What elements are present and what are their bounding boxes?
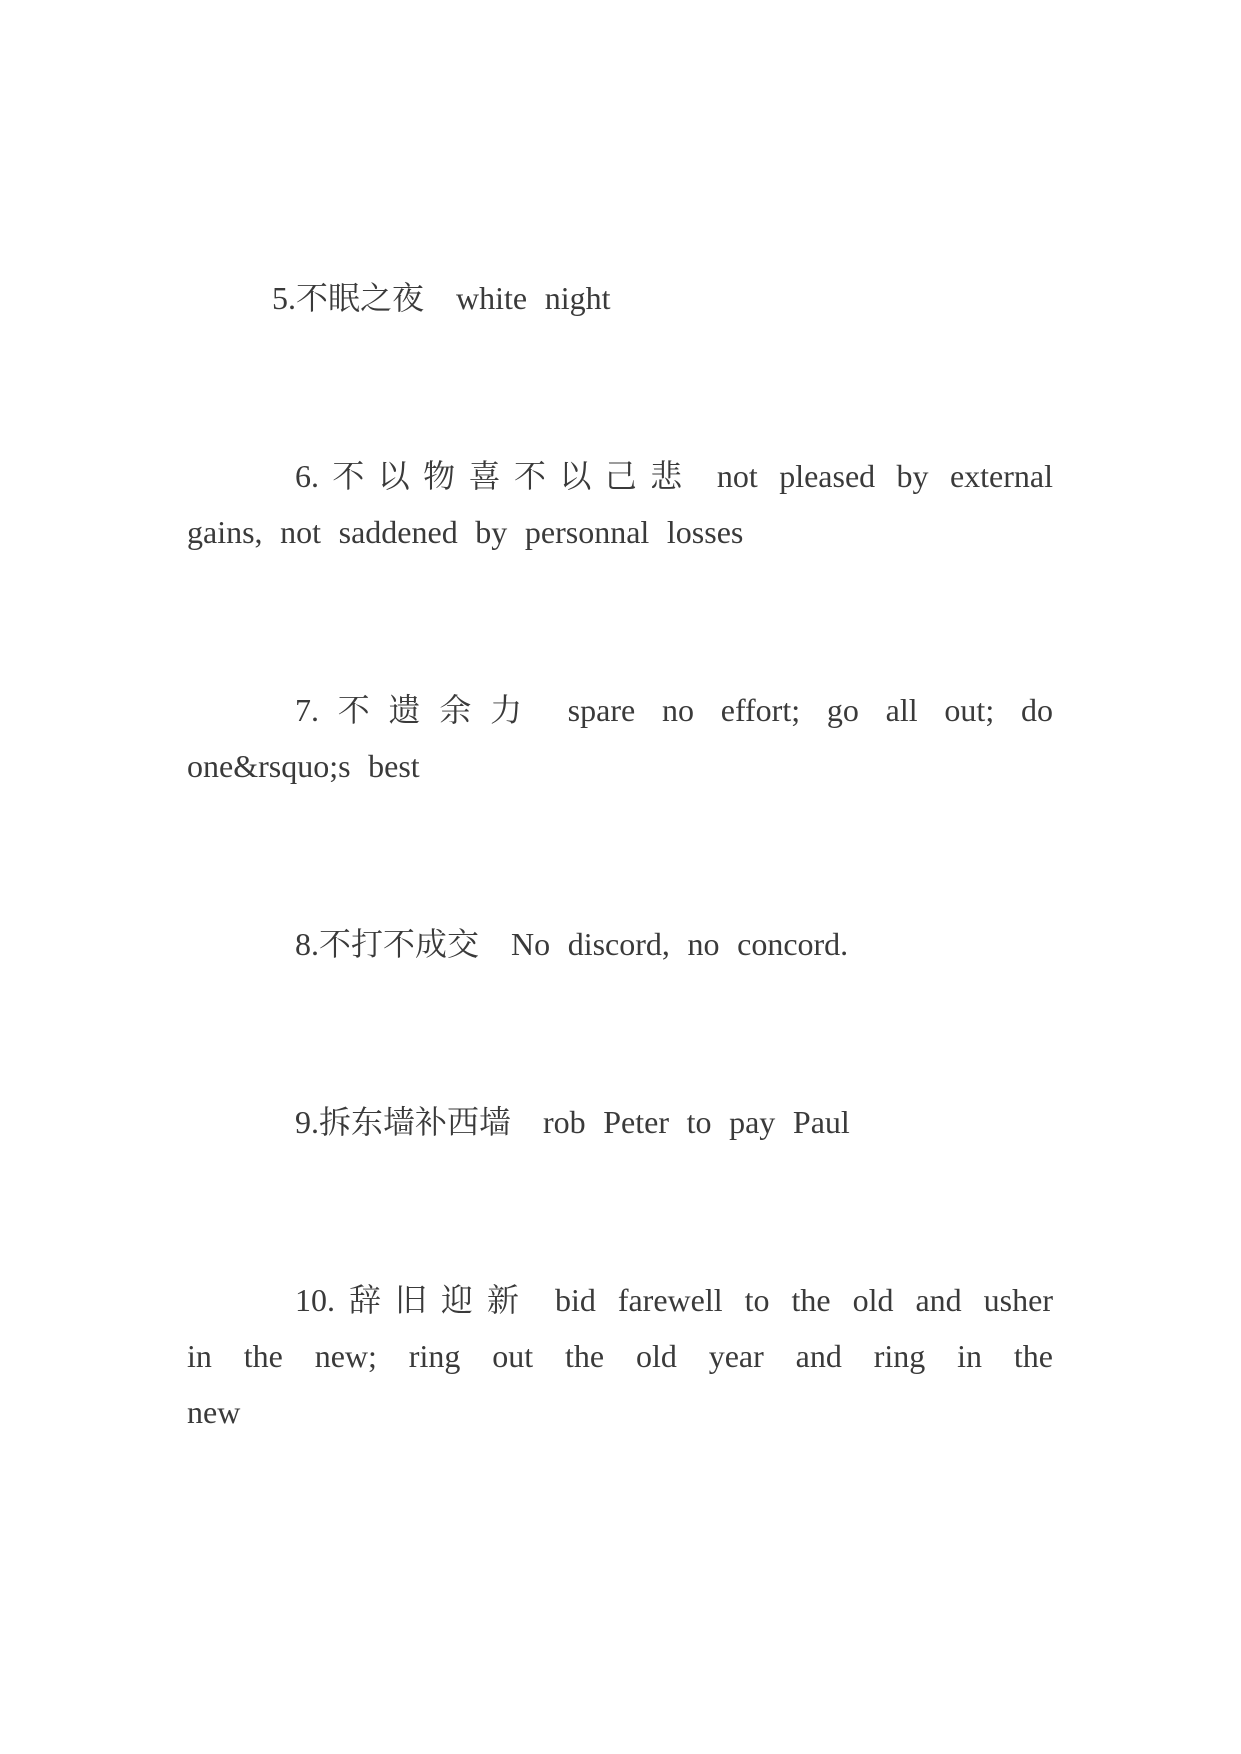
phrase-line: gains, not saddened by personnal losses [187, 514, 744, 550]
phrase-line: 9.拆东墙补西墙 rob Peter to pay Paul [295, 1104, 850, 1140]
phrase-line: 8.不打不成交 No discord, no concord. [295, 926, 849, 962]
phrase-line: one&rsquo;s best [187, 748, 420, 784]
phrase-line: in the new; ring out the old year and ring in the [187, 1338, 1053, 1374]
phrase-entry-8 [187, 916, 1053, 972]
phrase-entry-5 [187, 270, 1053, 326]
phrase-line: 5.不眠之夜 white night [272, 280, 611, 316]
phrase-entry-10 [187, 1272, 1053, 1440]
phrase-entry-6 [187, 448, 1053, 560]
phrase-entry-9 [187, 1094, 1053, 1150]
phrase-line: new [187, 1394, 241, 1430]
phrase-line: 6.不以物喜不以己悲 not pleased by external [295, 458, 1053, 494]
phrase-entry-7 [187, 682, 1053, 794]
phrase-list [187, 270, 1053, 1562]
phrase-line: 10.辞旧迎新 bid farewell to the old and usher [295, 1282, 1053, 1318]
phrase-line: 7.不遗余力 spare no effort; go all out; do [295, 692, 1053, 728]
